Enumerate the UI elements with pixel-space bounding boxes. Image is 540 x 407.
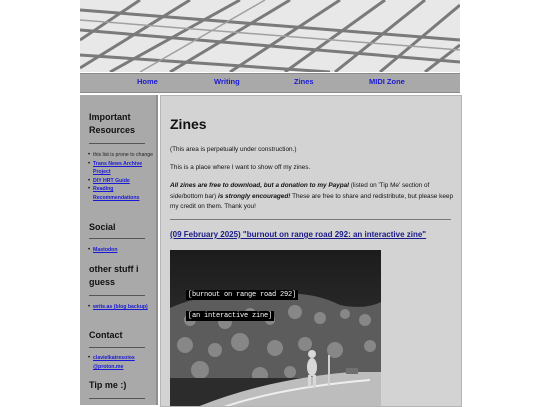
reading-recommendations-link[interactable]: Reading Recommendations: [93, 186, 140, 201]
nav-home-link[interactable]: Home: [137, 77, 158, 86]
nav-writing-link[interactable]: Writing: [214, 77, 240, 86]
other-stuff-list: [93, 303, 153, 312]
mastodon-link[interactable]: Mastodon: [93, 247, 118, 253]
top-navigation: [80, 73, 460, 93]
list-item: [93, 151, 153, 160]
construction-note: (This area is perpetually under construction.): [170, 146, 297, 153]
sidebar-divider: [89, 238, 145, 239]
important-resources-list: [93, 151, 153, 203]
header-banner: [80, 0, 460, 72]
intro-text: This is a place where I want to show off my zines.: [170, 164, 311, 171]
sidebar-heading-social: Social: [89, 222, 116, 232]
sidebar-divider: [89, 143, 145, 144]
sidebar-divider: [89, 347, 145, 348]
list-item: [93, 354, 153, 371]
donation-text: (listed on 'Tip Me' section of side/bottom bar): [170, 182, 430, 200]
list-item: [93, 185, 153, 202]
zine-photo-graphic: [170, 250, 381, 407]
list-item: [93, 303, 153, 312]
list-item: [93, 160, 153, 177]
list-item: [93, 177, 153, 186]
sidebar-note: this list is prone to change: [93, 152, 153, 158]
write-as-blog-link[interactable]: write.as (blog backup): [93, 304, 148, 310]
sidebar: [80, 95, 158, 405]
sidebar-heading-other-stuff: other stuff i guess: [89, 264, 139, 287]
contact-list: [93, 354, 153, 371]
zine-caption-title: [burnout on range road 292]: [188, 291, 297, 299]
list-item: [93, 246, 153, 255]
zine-caption-subtitle: [an interactive zine]: [188, 312, 273, 320]
sidebar-heading-contact: Contact: [89, 330, 123, 340]
donation-bold-text: All zines are free to download, but a donation to my Paypal: [170, 182, 349, 189]
sidebar-divider: [89, 398, 145, 399]
encouraged-bold-text: is strongly encouraged!: [217, 192, 291, 200]
trans-news-archive-link[interactable]: Trans News Archive Project: [93, 160, 143, 176]
diy-hrt-guide-link[interactable]: DIY HRT Guide: [93, 177, 130, 184]
main-content: [160, 95, 462, 407]
sidebar-divider: [89, 295, 145, 296]
sidebar-heading-tip-me: Tip me :): [89, 380, 127, 390]
contact-email-link[interactable]: clavielkatresoios @proton.me: [93, 355, 135, 370]
zine-post-link[interactable]: (09 February 2025) "burnout on range road 292: an interactive zine": [170, 230, 427, 239]
section-divider: [170, 219, 451, 220]
social-list: [93, 246, 153, 255]
nav-zines-link[interactable]: Zines: [294, 77, 314, 86]
banner-grid-graphic: [80, 0, 460, 72]
zine-cover-image[interactable]: [170, 250, 381, 407]
nav-midi-zone-link[interactable]: MIDI Zone: [369, 77, 405, 86]
sidebar-heading-important-resources: Important Resources: [89, 112, 136, 135]
page-title: Zines: [170, 116, 207, 132]
share-text: These are free to share and redistribute, but please keep my credit on them. Thank you!: [170, 192, 453, 210]
donation-paragraph: [170, 181, 455, 213]
